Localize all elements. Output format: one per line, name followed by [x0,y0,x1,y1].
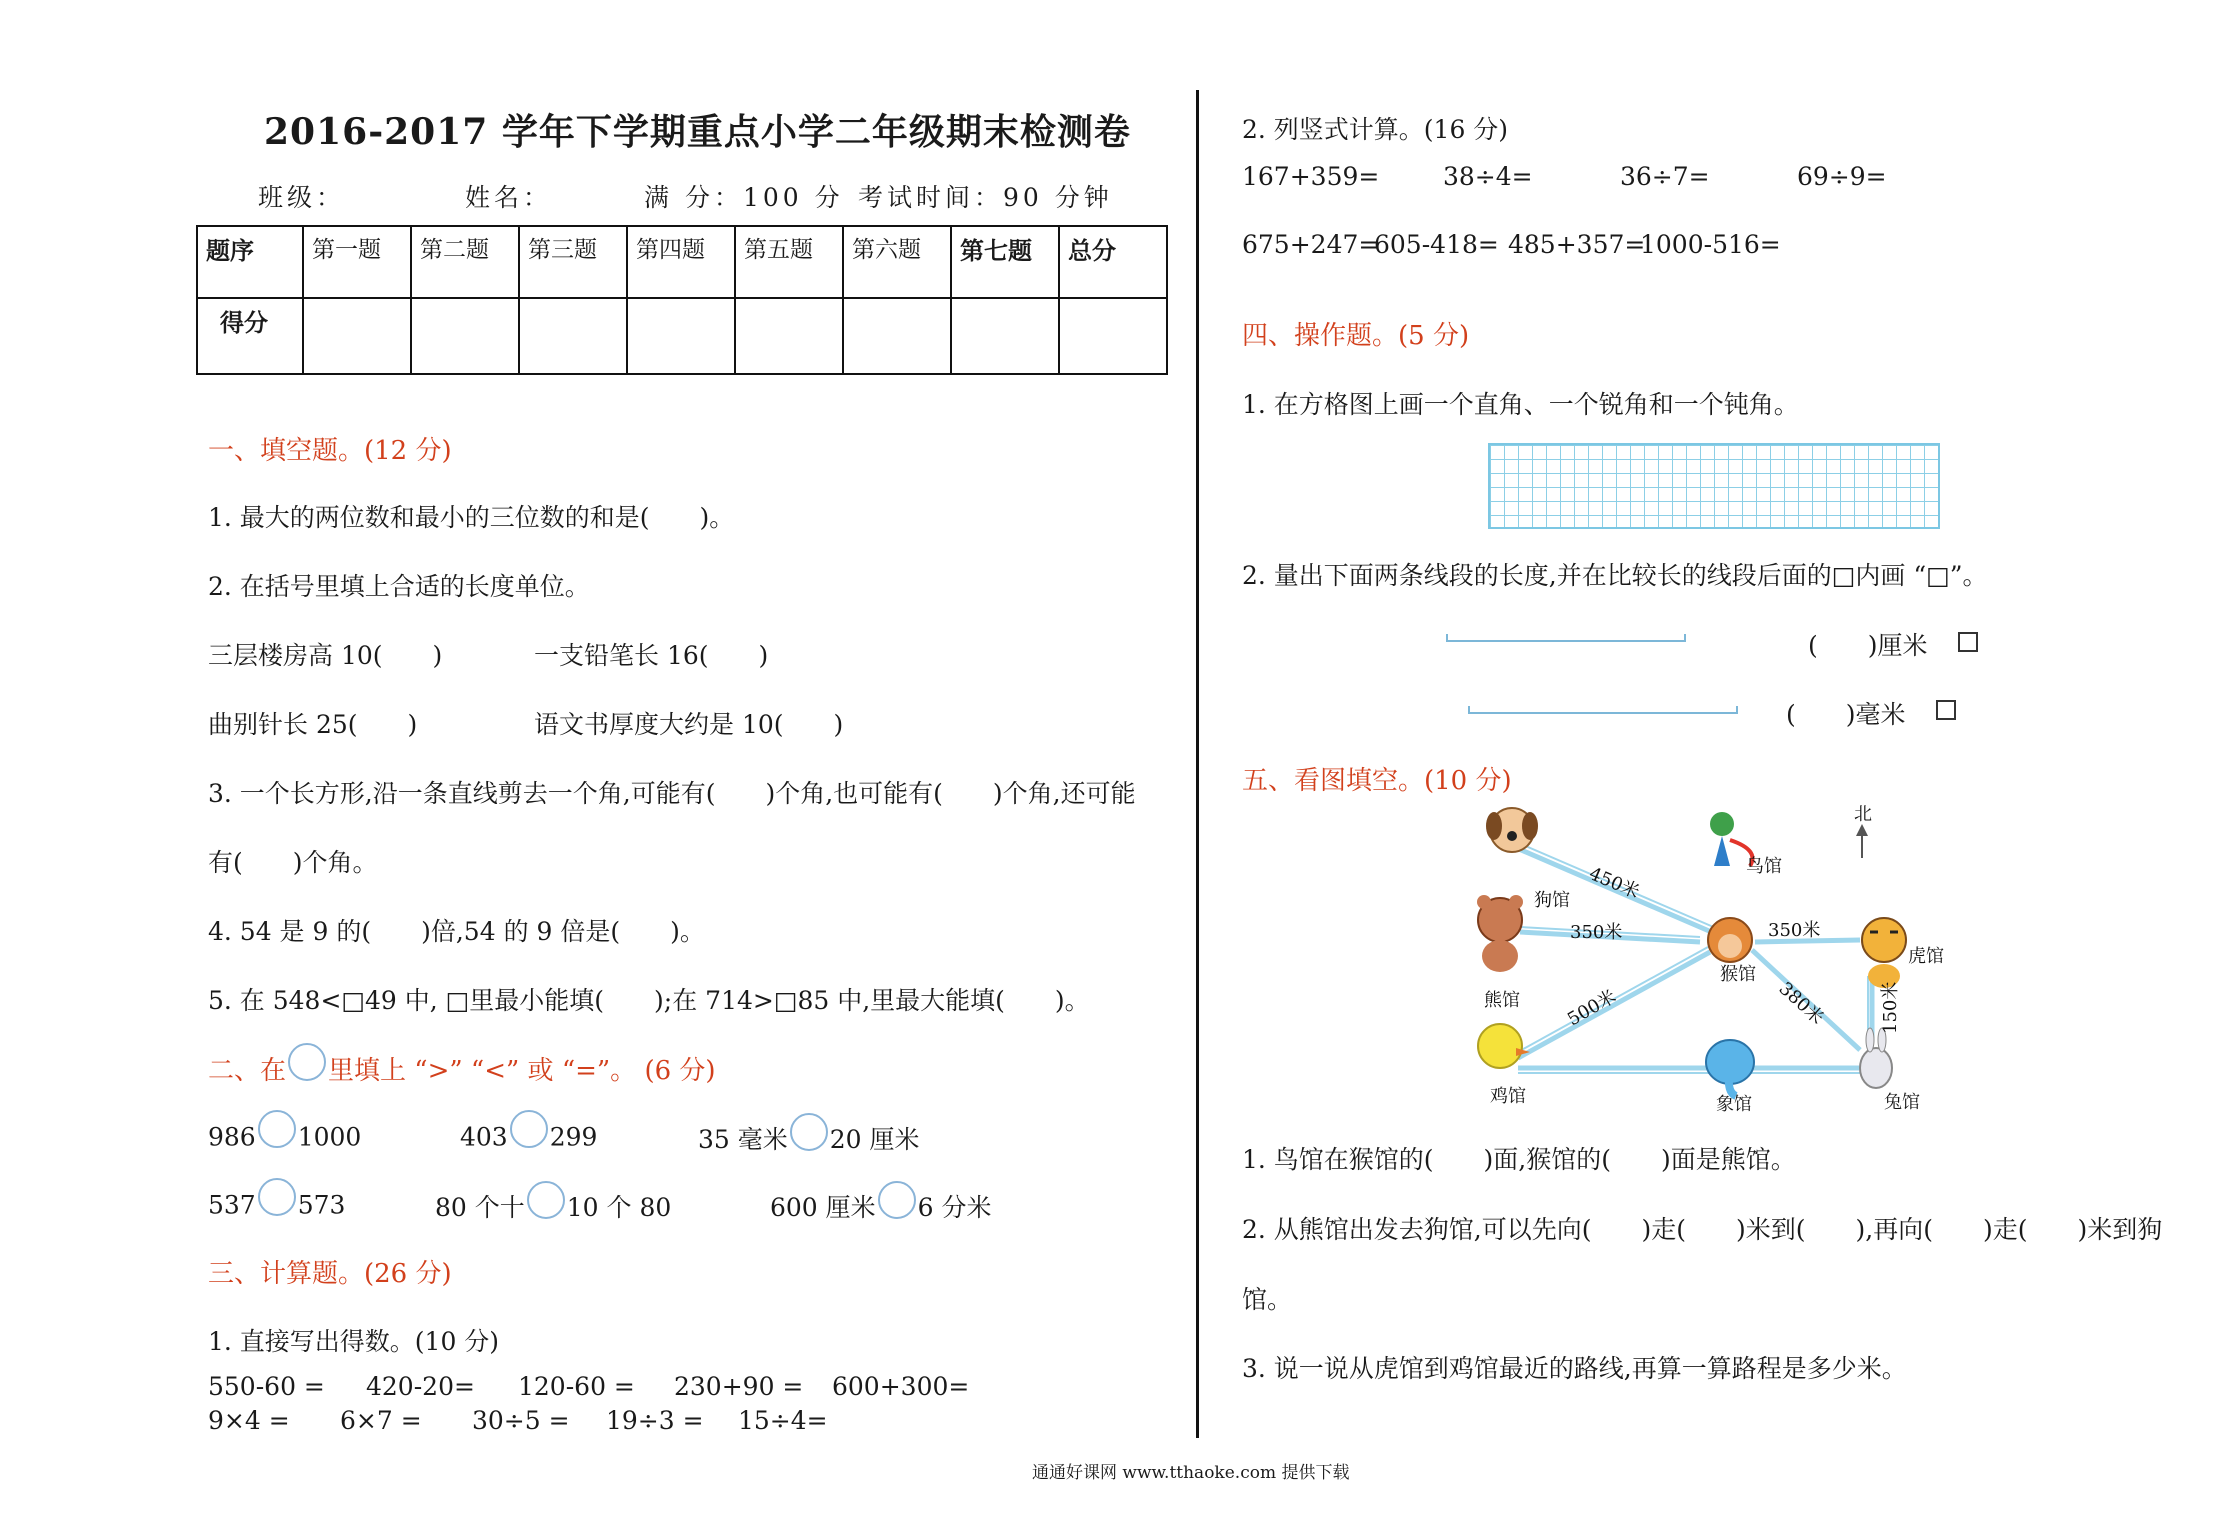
compare-circle[interactable] [790,1113,828,1151]
column-divider [1196,90,1199,1438]
question-1-2b: 一支铅笔长 16( ) [534,641,769,670]
calc-item: 485+357= [1508,230,1646,259]
score-cell[interactable] [1059,298,1167,374]
compare-left: 80 个十 [435,1193,525,1222]
calc-item: 19÷3 = [606,1406,704,1435]
calc-item: 420-20= [366,1372,475,1401]
compare-right: 573 [297,1190,346,1220]
distance-label: 150米 [1880,981,1901,1034]
line-segment-2 [1468,712,1738,714]
score-header: 第一题 [303,226,411,298]
score-header: 总分 [1059,226,1167,298]
place-label: 象馆 [1716,1094,1752,1115]
calc-item: 1000-516= [1640,230,1781,259]
question-1-2: 2. 在括号里填上合适的长度单位。 [208,572,590,601]
question-1-2a: 三层楼房高 10( ) [208,641,443,670]
score-header: 题序 [197,226,303,298]
distance-label: 350米 [1570,922,1623,943]
compare-right: 6 分米 [917,1193,992,1222]
compare-right: 299 [549,1122,598,1152]
score-cell[interactable] [411,298,519,374]
score-row-label: 得分 [197,298,303,374]
name-label: 姓名： [465,183,553,212]
question-3-1: 1. 直接写出得数。(10 分) [208,1327,500,1356]
question-1-3-cont: 有( )个角。 [208,848,378,877]
class-label: 班级： [258,183,346,212]
compare-item [460,1120,597,1158]
calc-item: 230+90 = [674,1372,804,1401]
question-4-1: 1. 在方格图上画一个直角、一个锐角和一个钝角。 [1242,390,1799,419]
calc-item: 120-60 = [518,1372,635,1401]
calc-item: 9×4 = [208,1406,290,1435]
score-header: 第二题 [411,226,519,298]
compare-circle[interactable] [878,1181,916,1219]
calc-item: 69÷9= [1797,162,1887,191]
place-label: 狗馆 [1534,890,1570,911]
calc-item: 675+247= [1242,230,1380,259]
question-1-5: 5. 在 548<□49 中, □里最小能填( );在 714>□85 中,里最大能填( )。 [208,986,1090,1015]
checkbox-icon[interactable] [1936,700,1956,720]
compare-right: 10 个 80 [566,1193,672,1222]
chick-icon [1478,1024,1530,1068]
compare-right: 1000 [297,1122,362,1152]
compare-circle[interactable] [258,1110,296,1148]
section-1-title: 一、填空题。(12 分) [208,436,452,466]
calc-item: 550-60 = [208,1372,325,1401]
bear-icon [1477,895,1523,972]
compare-left: 600 厘米 [770,1193,876,1222]
calc-item: 600+300= [832,1372,970,1401]
score-header: 第五题 [735,226,843,298]
compare-right: 20 厘米 [829,1125,920,1154]
segment-1-answer: ( )厘米 [1808,631,1928,660]
score-cell[interactable] [303,298,411,374]
rabbit-icon [1860,1028,1892,1088]
score-cell[interactable] [627,298,735,374]
section-2-title-a: 二、在 [208,1056,287,1086]
segment-2-answer: ( )毫米 [1786,700,1906,729]
score-cell[interactable] [843,298,951,374]
exam-time-label: 考试时间：90 分钟 [858,183,1113,212]
compare-item [208,1188,345,1226]
exam-title: 2016-2017 学年下学期重点小学二年级期末检测卷 [264,111,1131,153]
score-cell[interactable] [735,298,843,374]
compare-circle[interactable] [510,1110,548,1148]
place-label: 鸟馆 [1746,856,1782,877]
calc-item: 36÷7= [1620,162,1710,191]
question-4-2: 2. 量出下面两条线段的长度,并在比较长的线段后面的□内画 “□”。 [1242,561,1988,590]
score-cell[interactable] [519,298,627,374]
distance-label: 350米 [1768,920,1821,941]
compare-circle[interactable] [258,1178,296,1216]
square-grid[interactable] [1488,443,1940,529]
dog-icon [1486,808,1538,852]
compare-left: 35 毫米 [698,1125,788,1154]
section-5-title: 五、看图填空。(10 分) [1242,766,1512,796]
zoo-map [1460,800,1980,1130]
question-1-1: 1. 最大的两位数和最小的三位数的和是( )。 [208,503,735,532]
question-1-2d: 语文书厚度大约是 10( ) [534,710,844,739]
compare-item [208,1120,361,1158]
place-label: 鸡馆 [1490,1086,1526,1107]
distance-label: 500米 [1564,985,1620,1031]
place-label: 猴馆 [1720,964,1756,985]
question-5-1: 1. 鸟馆在猴馆的( )面,猴馆的( )面是熊馆。 [1242,1145,1796,1174]
score-header: 第六题 [843,226,951,298]
section-3-title: 三、计算题。(26 分) [208,1259,452,1289]
section-2-title [208,1050,716,1091]
question-5-2-cont: 馆。 [1242,1285,1293,1314]
question-1-2c: 曲别针长 25( ) [208,710,418,739]
calc-item: 167+359= [1242,162,1380,191]
elephant-icon [1706,1040,1754,1096]
distance-label: 380米 [1774,978,1828,1029]
score-header: 第七题 [951,226,1059,298]
question-5-3: 3. 说一说从虎馆到鸡馆最近的路线,再算一算路程是多少米。 [1242,1354,1907,1383]
question-1-3: 3. 一个长方形,沿一条直线剪去一个角,可能有( )个角,也可能有( )个角,还可能 [208,779,1136,808]
score-table [196,225,1168,375]
compare-left: 537 [208,1190,256,1220]
section-4-title: 四、操作题。(5 分) [1242,321,1470,351]
calc-item: 605-418= [1374,230,1499,259]
question-5-2: 2. 从熊馆出发去狗馆,可以先向( )走( )米到( ),再向( )走( )米到狗 [1242,1215,2163,1244]
checkbox-icon[interactable] [1958,632,1978,652]
calc-item: 38÷4= [1443,162,1533,191]
footer-credit: 通通好课网 www.tthaoke.com 提供下载 [1032,1463,1350,1483]
compare-left: 986 [208,1122,256,1152]
compare-item [770,1188,992,1229]
section-2-title-b: 里填上 “>” “<” 或 “=”。 (6 分) [328,1056,716,1086]
compare-circle[interactable] [527,1181,565,1219]
calc-item: 30÷5 = [472,1406,570,1435]
circle-icon [288,1043,326,1081]
monkey-icon [1708,918,1752,962]
calc-item: 15÷4= [738,1406,828,1435]
distance-label: 450米 [1586,863,1643,904]
line-segment-1 [1446,640,1686,642]
north-label: 北 [1854,804,1872,825]
full-score-label: 满 分：100 分 [644,183,844,212]
score-header: 第三题 [519,226,627,298]
place-label: 兔馆 [1884,1092,1920,1113]
compare-left: 403 [460,1122,508,1152]
tiger-icon [1862,918,1906,988]
compare-item [698,1120,920,1161]
place-label: 虎馆 [1908,946,1944,967]
compare-item [435,1188,671,1229]
question-3-2: 2. 列竖式计算。(16 分) [1242,115,1509,144]
score-cell[interactable] [951,298,1059,374]
score-header: 第四题 [627,226,735,298]
place-label: 熊馆 [1484,990,1520,1011]
calc-item: 6×7 = [340,1406,422,1435]
question-1-4: 4. 54 是 9 的( )倍,54 的 9 倍是( )。 [208,917,705,946]
